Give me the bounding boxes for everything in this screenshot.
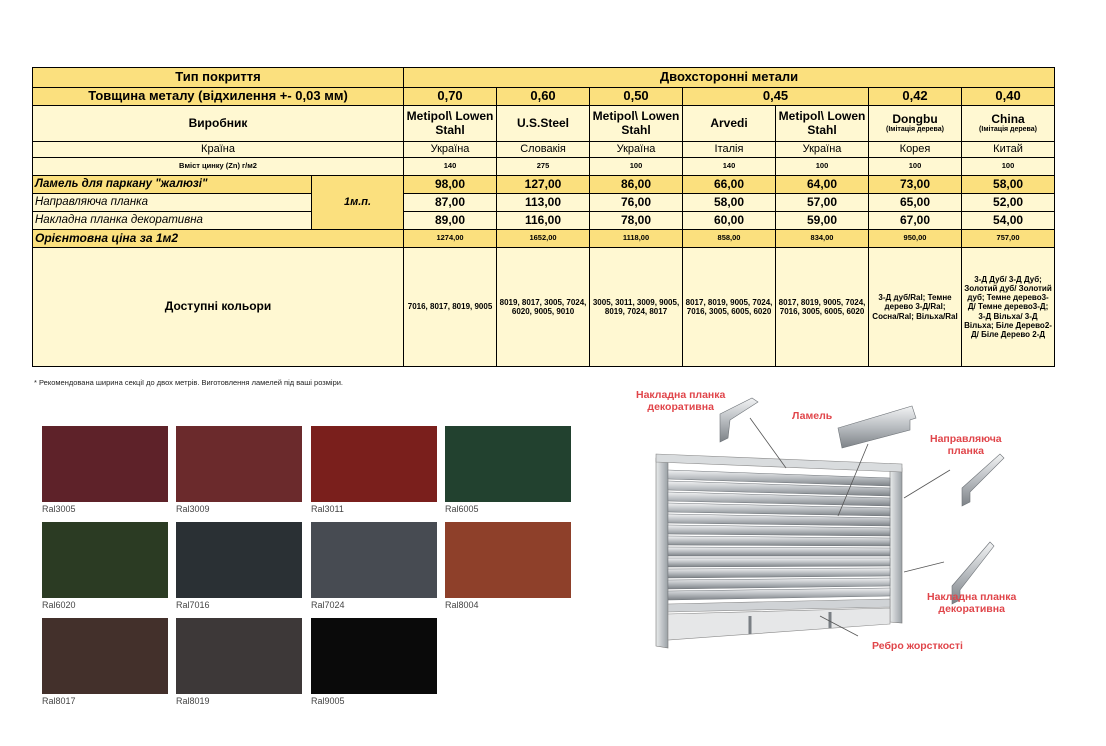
swatch-label: Ral3005 <box>42 504 76 514</box>
total-cell: 1274,00 <box>404 230 497 248</box>
price-cell: 52,00 <box>962 194 1055 212</box>
price-cell: 113,00 <box>497 194 590 212</box>
thickness-cell: 0,70 <box>404 88 497 106</box>
product-row <box>33 212 1055 230</box>
swatch-chip <box>311 426 437 502</box>
swatch-label: Ral8019 <box>176 696 210 706</box>
manufacturer-name: Metipol\ Lowen Stahl <box>592 108 680 137</box>
colors-cell: 8019, 8017, 3005, 7024, 6020, 9005, 9010 <box>497 248 590 367</box>
manufacturer-cell <box>590 106 683 142</box>
total-row <box>33 230 1055 248</box>
country-cell: Словакія <box>497 142 590 158</box>
thickness-row <box>33 88 1055 106</box>
coating-row <box>33 68 1055 88</box>
swatch-ral9005 <box>311 618 437 708</box>
footnote: * Рекомендована ширина секції до двох метрів. Виготовлення ламелей під ваші розміри. <box>34 378 344 387</box>
right-post <box>890 466 902 623</box>
swatch-label: Ral8017 <box>42 696 76 706</box>
thickness-label: Товщина металу (відхилення +- 0,03 мм) <box>33 88 404 106</box>
swatch-chip <box>176 522 302 598</box>
guide-strip <box>962 454 1004 506</box>
swatch-label: Ral6005 <box>445 504 479 514</box>
pointer-line <box>904 470 950 498</box>
price-cell: 54,00 <box>962 212 1055 230</box>
thickness-cell: 0,42 <box>869 88 962 106</box>
total-cell: 834,00 <box>776 230 869 248</box>
country-cell: Корея <box>869 142 962 158</box>
swatch-chip <box>176 618 302 694</box>
manufacturer-label: Виробник <box>33 106 404 142</box>
colors-cell: 3-Д дуб/Ral; Темне дерево 3-Д/Ral; Сосна/Ral; Вільха/Ral <box>869 248 962 367</box>
colors-cell: 7016, 8017, 8019, 9005 <box>404 248 497 367</box>
manufacturer-name: Dongbu <box>892 111 938 126</box>
swatch-label: Ral7024 <box>311 600 345 610</box>
swatch-chip <box>42 522 168 598</box>
swatch-chip <box>445 522 571 598</box>
total-cell: 1652,00 <box>497 230 590 248</box>
zinc-row <box>33 158 1055 176</box>
total-cell: 1118,00 <box>590 230 683 248</box>
country-cell: Україна <box>776 142 869 158</box>
swatch-ral7016 <box>176 522 302 612</box>
thickness-cell: 0,40 <box>962 88 1055 106</box>
left-post <box>656 458 668 648</box>
price-cell: 116,00 <box>497 212 590 230</box>
label-guide-strip: Направляюча планка <box>930 433 1002 458</box>
manufacturer-name: Metipol\ Lowen Stahl <box>778 108 866 137</box>
price-cell: 60,00 <box>683 212 776 230</box>
price-cell: 58,00 <box>962 176 1055 194</box>
manufacturer-name: U.S.Steel <box>517 115 570 130</box>
zinc-cell: 100 <box>869 158 962 176</box>
zinc-cell: 140 <box>683 158 776 176</box>
country-label: Країна <box>33 142 404 158</box>
pointer-line <box>904 562 944 572</box>
price-cell: 87,00 <box>404 194 497 212</box>
fence-diagram <box>620 378 1060 678</box>
price-cell: 76,00 <box>590 194 683 212</box>
product-label: Ламель для паркану "жалюзі" <box>33 176 312 194</box>
swatch-ral6005 <box>445 426 571 516</box>
zinc-cell: 100 <box>776 158 869 176</box>
zinc-cell: 275 <box>497 158 590 176</box>
manufacturer-cell <box>683 106 776 142</box>
coating-value: Двохсторонні метали <box>404 68 1055 88</box>
swatch-label: Ral9005 <box>311 696 345 706</box>
fence-illustration <box>620 378 1060 678</box>
product-label: Направляюча планка <box>33 194 312 212</box>
swatch-ral8019 <box>176 618 302 708</box>
zinc-cell: 140 <box>404 158 497 176</box>
colors-cell: 8017, 8019, 9005, 7024, 7016, 3005, 6005, 6020 <box>683 248 776 367</box>
manufacturer-cell <box>776 106 869 142</box>
colors-label: Доступні кольори <box>33 248 404 367</box>
product-label: Накладна планка декоративна <box>33 212 312 230</box>
price-cell: 66,00 <box>683 176 776 194</box>
swatch-ral8017 <box>42 618 168 708</box>
price-cell: 78,00 <box>590 212 683 230</box>
colors-cell: 3-Д Дуб/ 3-Д Дуб; Золотий дуб/ Золотий дуб; Темне дерево3-Д/ Темне дерево3-Д; 3-Д Вільха/ 3-Д Вільха; Біле Дерево2-Д/ Біле Дерево 2-Д <box>962 248 1055 367</box>
swatch-label: Ral8004 <box>445 600 479 610</box>
top-rail <box>656 454 902 472</box>
colors-row <box>33 248 1055 367</box>
product-row <box>33 194 1055 212</box>
coating-label: Тип покриття <box>33 68 404 88</box>
unit-cell: 1м.п. <box>312 176 404 230</box>
zinc-label: Вміст цинку (Zn) г/м2 <box>33 158 404 176</box>
manufacturer-name: Metipol\ Lowen Stahl <box>406 108 494 137</box>
swatch-chip <box>42 426 168 502</box>
manufacturer-cell <box>869 106 962 142</box>
label-bottom-cover-strip: Накладна планка декоративна <box>927 591 1017 616</box>
swatch-ral6020 <box>42 522 168 612</box>
swatch-chip <box>311 618 437 694</box>
price-cell: 58,00 <box>683 194 776 212</box>
total-cell: 757,00 <box>962 230 1055 248</box>
thickness-cell: 0,45 <box>683 88 869 106</box>
swatch-label: Ral3009 <box>176 504 210 514</box>
lamel-profile <box>838 406 916 448</box>
manufacturer-cell <box>404 106 497 142</box>
price-cell: 59,00 <box>776 212 869 230</box>
swatch-chip <box>311 522 437 598</box>
manufacturer-note: (Імітація дерева) <box>886 126 944 134</box>
price-cell: 86,00 <box>590 176 683 194</box>
country-cell: Україна <box>404 142 497 158</box>
country-cell: Італія <box>683 142 776 158</box>
total-label: Орієнтовна ціна за 1м2 <box>33 230 404 248</box>
country-row <box>33 142 1055 158</box>
country-cell: Україна <box>590 142 683 158</box>
swatch-ral3011 <box>311 426 437 516</box>
manufacturer-name: China <box>991 111 1025 126</box>
manufacturer-note: (Імітація дерева) <box>979 126 1037 134</box>
price-cell: 89,00 <box>404 212 497 230</box>
total-cell: 858,00 <box>683 230 776 248</box>
colors-cell: 8017, 8019, 9005, 7024, 7016, 3005, 6005, 6020 <box>776 248 869 367</box>
swatch-label: Ral6020 <box>42 600 76 610</box>
price-cell: 73,00 <box>869 176 962 194</box>
price-cell: 64,00 <box>776 176 869 194</box>
total-cell: 950,00 <box>869 230 962 248</box>
swatch-label: Ral7016 <box>176 600 210 610</box>
swatch-ral3005 <box>42 426 168 516</box>
manufacturer-name: Arvedi <box>710 115 748 130</box>
price-cell: 98,00 <box>404 176 497 194</box>
swatch-chip <box>42 618 168 694</box>
swatch-chip <box>445 426 571 502</box>
country-cell: Китай <box>962 142 1055 158</box>
price-cell: 67,00 <box>869 212 962 230</box>
thickness-cell: 0,50 <box>590 88 683 106</box>
label-top-cover-strip: Накладна планка декоративна <box>636 389 726 414</box>
colors-cell: 3005, 3011, 3009, 9005, 8019, 7024, 8017 <box>590 248 683 367</box>
manufacturer-row <box>33 106 1055 142</box>
louver-slats <box>668 470 890 600</box>
label-lamel: Ламель <box>792 410 833 422</box>
swatch-label: Ral3011 <box>311 504 344 514</box>
swatch-chip <box>176 426 302 502</box>
label-stiffener-rib: Ребро жорсткості <box>872 640 963 652</box>
zinc-cell: 100 <box>590 158 683 176</box>
swatch-ral8004 <box>445 522 571 612</box>
manufacturer-cell <box>497 106 590 142</box>
swatch-ral7024 <box>311 522 437 612</box>
product-row <box>33 176 1055 194</box>
price-table <box>32 67 1055 367</box>
zinc-cell: 100 <box>962 158 1055 176</box>
manufacturer-cell <box>962 106 1055 142</box>
top-cover-strip <box>720 398 758 442</box>
price-cell: 65,00 <box>869 194 962 212</box>
price-cell: 57,00 <box>776 194 869 212</box>
price-cell: 127,00 <box>497 176 590 194</box>
swatch-ral3009 <box>176 426 302 516</box>
thickness-cell: 0,60 <box>497 88 590 106</box>
